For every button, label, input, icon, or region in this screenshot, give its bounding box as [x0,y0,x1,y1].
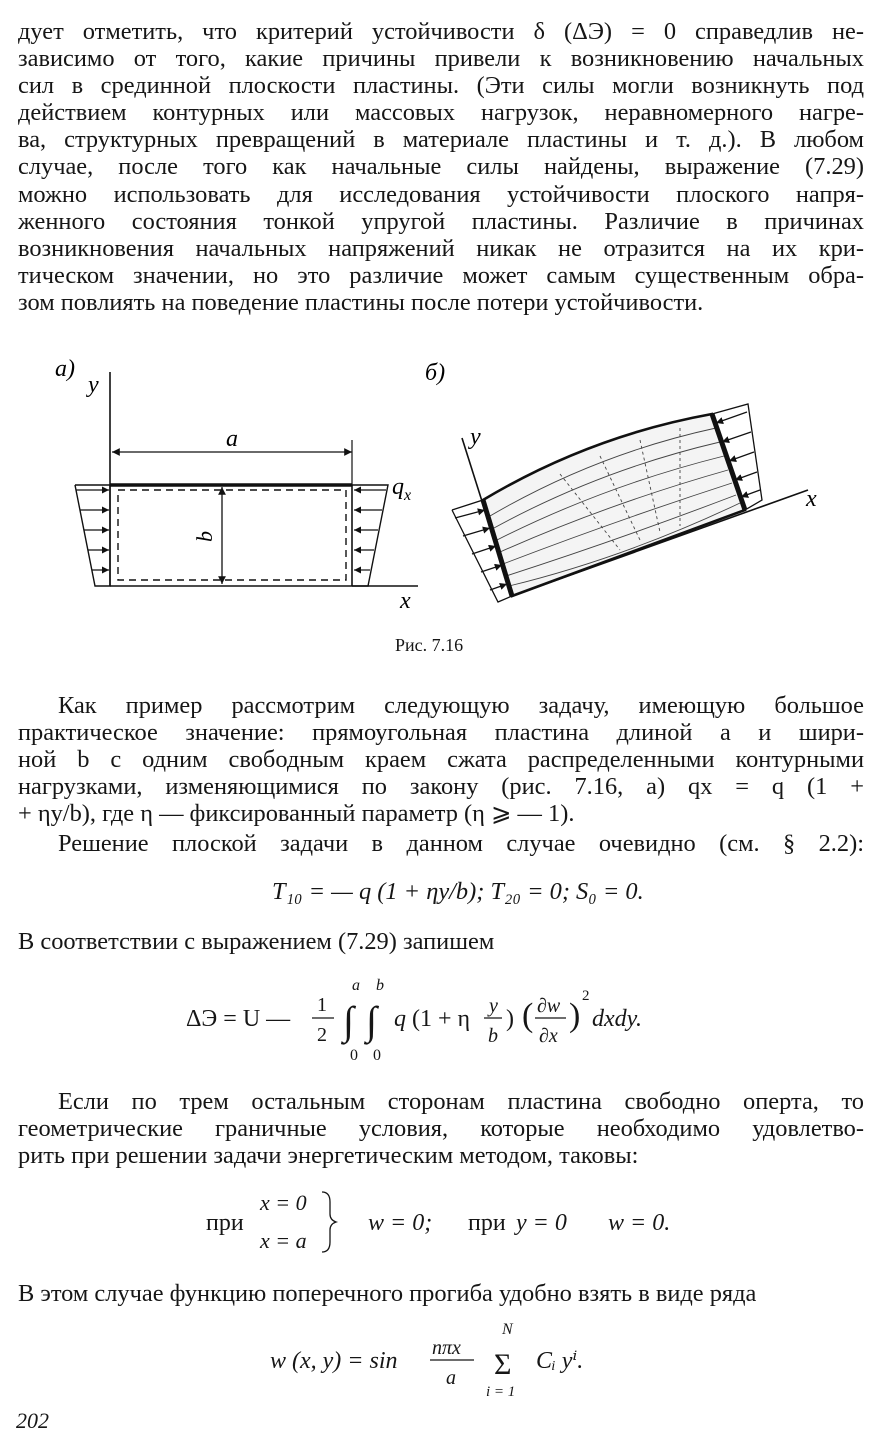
text-line: В этом случае функцию поперечного прогиба удобно взять в виде ряда [18,1280,757,1307]
paragraph-3 [18,830,864,857]
load-q: q [392,474,404,500]
formula2-power: 2 [582,988,590,1004]
page-number: 202 [16,1408,49,1433]
int1-lower: 0 [350,1047,358,1064]
text-line: ной b с одним свободным краем сжата распределенными контурными [18,746,864,774]
formula2-q: q [394,1006,406,1032]
dimension-b-label: b [192,531,217,542]
text-line: дует отметить, что критерий устойчивости δ (ΔЭ) = 0 справедлив не- [18,18,864,45]
int2-lower: 0 [373,1047,381,1064]
load-diagram-left [75,485,110,586]
formula3-res2: w = 0. [608,1210,671,1236]
formula3-cond1: x = 0 [260,1190,307,1215]
load-diagram-right [352,485,388,586]
axis-x-label-a: x [400,588,411,614]
formula2-frac-num: 1 [317,994,327,1016]
formula-energy-integral [180,970,720,1066]
label-a: а) [55,356,75,382]
formula4-lhs: w (x, y) = sin [270,1348,398,1374]
text-line: Если по трем остальным сторонам пластина свободно оперта, то [58,1088,864,1115]
text-line: женного состояния тонкой упругой пластины. Различие в причинах [18,207,864,235]
int2-upper: b [376,977,384,994]
figure-caption: Рис. 7.16 [395,635,464,655]
paragraph-4 [18,928,864,955]
dimension-a-label: a [226,426,238,452]
label-b: б) [425,360,446,386]
text-line: сил в срединной плоскости пластины. (Эти силы могли возникнуть под [18,72,864,100]
formula3-cond2: x = a [260,1228,307,1253]
formula2-lhs: ΔЭ = U — [186,1006,291,1032]
formula3-pri: при [206,1210,244,1236]
text-line: зом повлиять на поведение пластины после потери устойчивости. [18,288,704,316]
formula4-frac-num: nπx [432,1337,461,1359]
formula4-term: Cᵢ yⁱ. [536,1348,584,1374]
load-label [392,474,411,504]
text-line: нагрузками, изменяющимися по закону (рис. 7.16, а) qx = q (1 + [18,773,864,801]
text-line: возникновения начальных напряжений никак не отразится на их кри- [18,234,864,262]
formula-boundary-conditions [200,1186,700,1260]
text-line: Решение плоской задачи в данном случае очевидно (см. § 2.2): [58,830,864,857]
text-line: случае, после того как начальные силы найдены, выражение (7.29) [18,153,864,181]
paragraph-5 [18,1088,864,1169]
figure-part-b [425,360,817,602]
axis-y-label-b: y [470,424,481,450]
formula3-pri2: при [468,1210,506,1236]
text-line: рить при решении задачи энергетическим методом, таковы: [18,1142,639,1170]
formula3-cond3: y = 0 [516,1210,567,1236]
paren-open: ( [522,997,534,1034]
sum-lower: i = 1 [486,1384,516,1400]
brace [322,1192,336,1252]
figure-7-16 [0,340,881,630]
sum-sign: Σ [494,1348,512,1381]
formula2-dx: ∂x [539,1025,558,1047]
integral-sign-1: ∫ [343,998,354,1043]
axis-y-label-a: y [88,372,99,398]
paragraph-1 [18,18,864,316]
formula2-y-den: b [488,1025,498,1047]
formula4-frac-den: a [446,1367,456,1389]
integral-sign-2: ∫ [366,998,377,1043]
sum-upper: N [502,1321,513,1338]
formula2-tail: dxdy. [592,1006,642,1032]
formula2-dw: ∂w [537,995,561,1017]
text-line: действием контурных или массовых нагрузок, неравномерного нагре- [18,99,864,127]
load-sub: x [404,487,412,504]
buckled-plate [483,414,745,596]
text-line: ва, структурных превращений в материале пластины и т. д.). В любом [18,126,864,154]
text-line: можно использовать для исследования устойчивости плоского напря- [18,180,864,208]
formula-plane-solution: T₁₀ = — q (1 + ηy/b); T₂₀ = 0; S₀ = 0. [272,878,644,905]
int1-upper: a [352,977,360,994]
plate-dashed-inner [118,490,346,580]
axis-x-label-b: x [806,486,817,512]
formula3-res1: w = 0; [368,1210,433,1236]
figure-part-a [55,356,418,614]
formula2-open: (1 + η [412,1006,471,1032]
formula2-close: ) [506,1006,514,1032]
text-line: тическом значении, но это различие может самым существенным обра- [18,261,864,289]
formula2-y-num: y [489,995,498,1017]
formula-deflection-series [262,1316,642,1400]
text-line: зависимо от того, какие причины привели к возникновению начальных [18,45,864,73]
text-line: практическое значение: прямоугольная пластина длиной a и шири- [18,719,864,747]
text-line: Как пример рассмотрим следующую задачу, имеющую большое [58,692,864,719]
paren-close: ) [569,997,581,1034]
paragraph-6 [18,1280,864,1307]
formula2-frac-den: 2 [317,1024,327,1046]
text-line: В соответствии с выражением (7.29) запишем [18,928,495,955]
text-line: + ηy/b), где η — фиксированный параметр (η ⩾ — 1). [18,800,575,828]
paragraph-2 [18,692,864,827]
text-line: геометрические граничные условия, которые необходимо удовлетво- [18,1115,864,1143]
